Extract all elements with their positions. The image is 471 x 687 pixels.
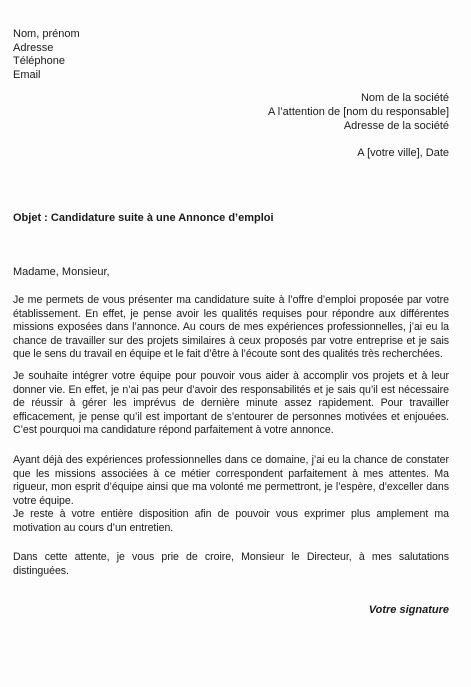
sender-block	[13, 27, 80, 81]
sender-name: Nom, prénom	[13, 28, 80, 40]
paragraph: Ayant déjà des expériences professionnelles dans ce domaine, j’ai eu la chance de constater que les missions associées à ce métier correspondent parfaitement à mes attentes. Ma rigueur, mon esprit d’équipe ainsi que ma volonté me permettront, je l’espère, d’exceller dans votre équipe.	[13, 454, 449, 507]
sender-phone: Téléphone	[13, 55, 65, 67]
paragraph: Je souhaite intégrer votre équipe pour pouvoir vous aider à accomplir vos projets et à leur donner vie. En effet, je n’ai pas peur d’avoir des responsabilités et je sais qu’il est nécessaire de réussir à gérer les imprévus de dernière minute assez rapidement. Pour travailler efficacement, je pense qu’il est important de s’entourer de personnes motivées et enjouées. C’est pourquoi ma candidature répond parfaitement à votre annonce.	[13, 370, 449, 436]
sender-address: Adresse	[13, 41, 54, 54]
paragraph: Je me permets de vous présenter ma candidature suite à l’offre d’emploi proposée par votre établissement. En effet, je pense avoir les qualités requises pour répondre aux différentes missions exposées dans l’annonce. Au cours de mes expériences professionnelles, j’ai eu la chance de travailler sur des projets similaires à ceux proposés par votre entreprise et je sais que le sens du travail en équipe et le fait d’être à l’écoute sont des qualités très recherchées.	[13, 294, 449, 360]
letter-subject: Objet : Candidature suite à une Annonce d’emploi	[13, 212, 274, 224]
recipient-address: Adresse de la société	[343, 120, 449, 132]
signature: Votre signature	[368, 604, 449, 616]
paragraph: Dans cette attente, je vous prie de croire, Monsieur le Directeur, à mes salutations distinguées.	[13, 551, 449, 577]
paragraph: Je reste à votre entière disposition afin de pouvoir vous exprimer plus amplement ma motivation au cours d’un entretien.	[13, 508, 449, 534]
place-date: A [votre ville], Date	[357, 147, 449, 159]
salutation: Madame, Monsieur,	[13, 266, 110, 278]
recipient-company: Nom de la société	[360, 92, 449, 104]
recipient-block	[268, 91, 449, 133]
sender-email: Email	[13, 68, 41, 81]
recipient-attention: A l’attention de [nom du responsable]	[267, 106, 449, 118]
